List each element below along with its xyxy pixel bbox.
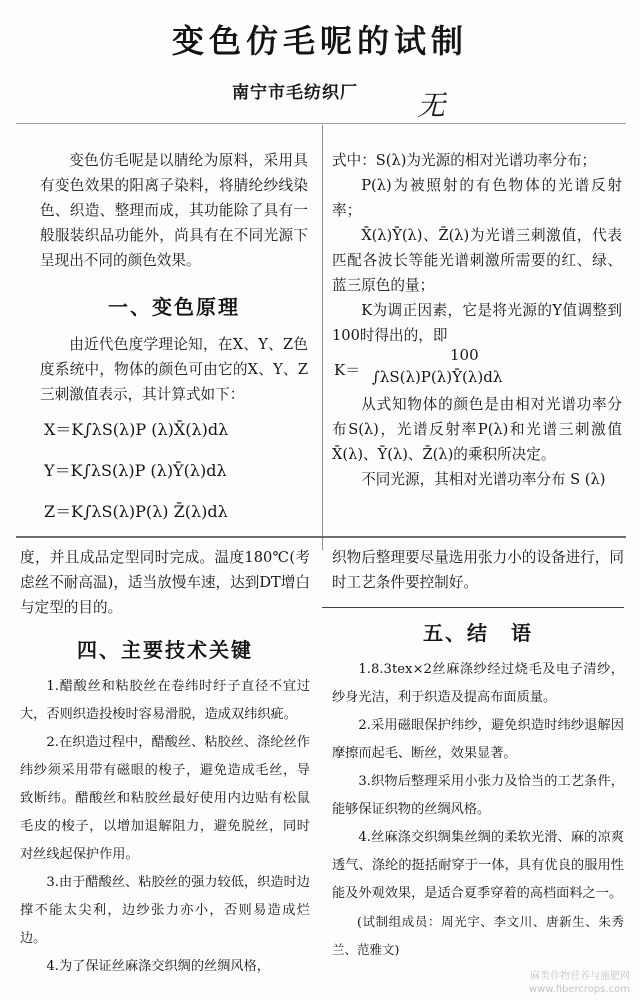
conclusion-4: 4.丝麻涤交织绸集丝绸的柔软光滑、麻的凉爽透气、涤纶的挺括耐穿于一体，具有优良的服用性能及外观效果，是适合夏季穿着的高档面料之一。 <box>332 830 624 901</box>
upper-right-column <box>332 148 622 492</box>
definition-xyz: X̄(λ)Ȳ(λ)、Z̄(λ)为光谱三刺激值，代表匹配各波长等能光谱刺激所需要的红、绿、蓝三原色的量； <box>332 227 622 294</box>
k-formula <box>332 348 622 392</box>
k-formula-denominator: ∫λS(λ)P(λ)Ȳ(λ)dλ <box>372 368 503 386</box>
article-title: 变色仿毛呢的试制 <box>171 22 468 60</box>
definition-k: K为调正因素，它是将光源的Y值调整到100时得出的，即 <box>332 302 622 344</box>
light-source-para: 不同光源，其相对光谱功率分布 S (λ) <box>361 471 606 488</box>
site-watermark <box>529 970 630 996</box>
column-divider <box>322 125 323 550</box>
right-divider <box>322 607 624 608</box>
conclusion-3: 3.织物后整理采用小张力及恰当的工艺条件，能够保证织物的丝绸风格。 <box>332 774 624 817</box>
watermark-url: www.fibercrops.com <box>528 984 630 995</box>
section1-paragraph: 由近代色度学理论知，在X、Y、Z色度系统中，物体的颜色可由它的X、Y、Z三刺激值表示，其计算式如下： <box>40 336 308 403</box>
left-continuation: 度，并且成品定型同时完成。温度180℃(考虑丝不耐高温)，适当放慢车速，达到DT增白与定型的目的。 <box>20 549 310 616</box>
key-point-4: 4.为了保证丝麻涤交织绸的丝绸风格， <box>46 959 270 974</box>
k-formula-left: K＝ <box>334 361 361 379</box>
definition-p: P(λ)为被照射的有色物体的光谱反射率； <box>332 177 622 219</box>
conclusion-1: 1.8.3tex×2丝麻涤纱经过烧毛及电子清纱，纱身光洁，利于织造及提高布面质量。 <box>332 662 624 705</box>
color-conclusion: 从式知物体的颜色是由相对光谱功率分布S(λ)，光谱反射率P(λ)和光谱三刺激值X̄(λ)、Ȳ(λ)、Z̄(λ)的乘积所决定。 <box>332 396 622 463</box>
author-organization: 南宁市毛纺织厂 <box>232 83 358 103</box>
conclusion-2: 2.采用磁眼保护纬纱，避免织造时纬纱退解因摩擦而起毛、断丝，效果显著。 <box>332 718 624 761</box>
section5-heading: 五、结 语 <box>423 621 533 645</box>
lower-left-column <box>20 545 310 981</box>
author-signature: 无 <box>417 89 446 122</box>
k-formula-numerator: 100 <box>450 346 479 364</box>
right-continuation: 织物后整理要尽量选用张力小的设备进行，同时工艺条件要控制好。 <box>332 549 624 591</box>
key-point-2: 2.在织造过程中，醋酸丝、粘胶丝、涤纶丝作纬纱须采用带有磁眼的梭子，避免造成毛丝，导致断纬。醋酸丝和粘胶丝最好使用内边贴有松鼠毛皮的梭子，以增加退解阻力，避免脱丝，同时对丝线起保护作用。 <box>20 735 310 862</box>
key-point-1: 1.醋酸丝和粘胶丝在卷纬时纡子直径不宜过大，否则织造投梭时容易滑脱，造成双纬织疵。 <box>20 679 310 722</box>
key-point-3: 3.由于醋酸丝、粘胶丝的强力较低，织造时边撑不能太尖利，边纱张力亦小，否则易造成烂边。 <box>20 875 310 946</box>
definition-s: 式中：S(λ)为光源的相对光谱功率分布； <box>332 152 597 169</box>
formula-x: X＝K∫λS(λ)P (λ)X̄(λ)dλ <box>44 420 229 439</box>
intro-paragraph: 变色仿毛呢是以腈纶为原料，采用具有变色效果的阳离子染料，将腈纶纱线染色、织造、整理而成，其功能除了具有一般服装织品功能外，尚具有在不同光源下呈现出不同的颜色效果。 <box>40 152 308 269</box>
upper-left-column <box>40 148 308 522</box>
header-divider <box>16 123 626 124</box>
formula-z: Z＝K∫λS(λ)P(λ) Z̄(λ)dλ <box>44 502 228 521</box>
formula-y: Y＝K∫λS(λ)P (λ)Ȳ(λ)dλ <box>44 461 227 480</box>
section-divider <box>16 536 626 538</box>
watermark-site-name: 麻类作物营养与施肥网 <box>530 971 630 982</box>
lower-right-column <box>332 545 624 964</box>
section4-heading: 四、主要技术关键 <box>77 638 253 662</box>
trial-team-credits: (试制组成员：周光宇、李文川、唐新生、朱秀兰、范雅文) <box>332 914 624 957</box>
section1-heading: 一、变色原理 <box>108 295 240 319</box>
